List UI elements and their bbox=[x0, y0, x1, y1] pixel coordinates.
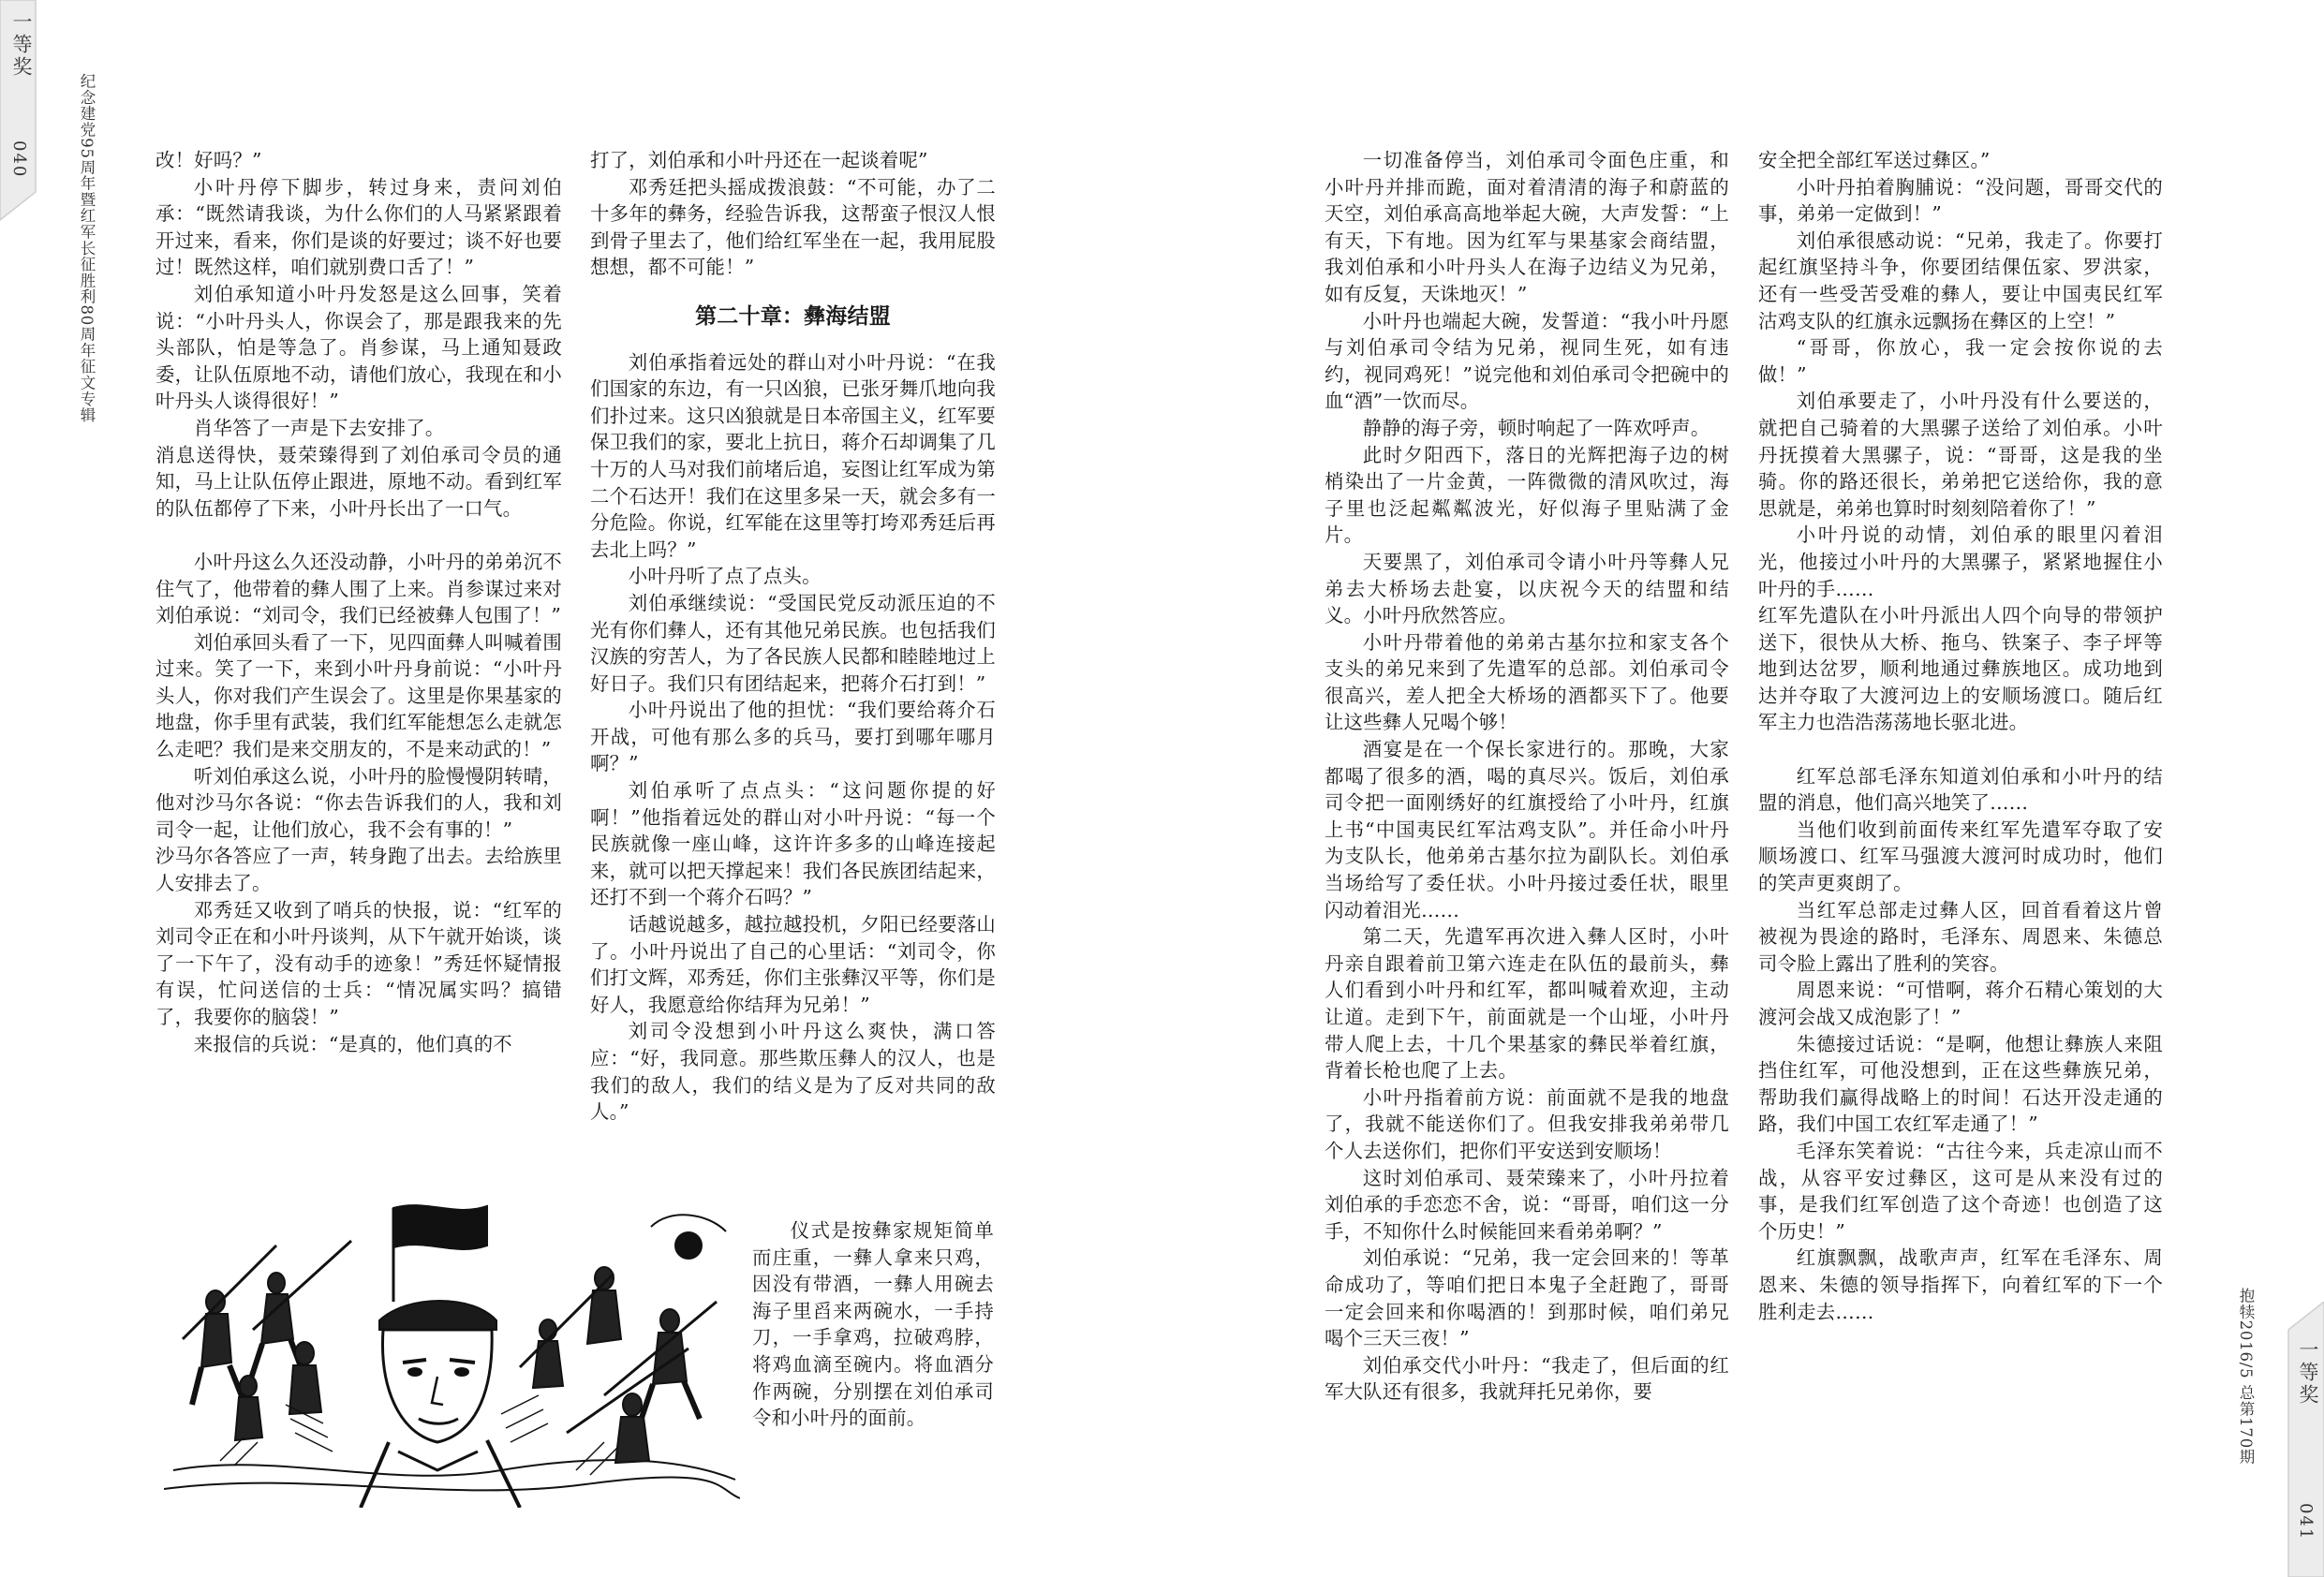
paragraph: 当他们收到前面传来红军先遣军夺取了安顺场渡口、红军马强渡大渡河时成功时，他们的笑声更爽朗了。 bbox=[1758, 818, 2163, 895]
paragraph: 小叶丹也端起大碗，发誓道：“我小叶丹愿与刘伯承司令结为兄弟，视同生死，如有违约，视同鸡死！”说完他和刘伯承司令把碗中的血“酒”一饮而尽。 bbox=[1325, 309, 1729, 413]
paragraph: 小叶丹指着前方说：前面就不是我的地盘了，我就不能送你们了。但我安排我弟弟带几个人去送你们，把你们平安送到安顺场！ bbox=[1325, 1085, 1729, 1162]
chapter-title: 第二十章：彝海结盟 bbox=[695, 303, 891, 329]
paragraph: 刘伯承知道小叶丹发怒是这么回事，笑着说：“小叶丹头人，你误会了，那是跟我来的先头部队，怕是等急了。肖参谋，马上通知聂政委，让队伍原地不动，请他们放心，我现在和小叶丹头人谈得很好！” bbox=[155, 282, 562, 413]
paragraph: 打了，刘伯承和小叶丹还在一起谈着呢” bbox=[590, 149, 928, 171]
left-award-label: 一等奖 bbox=[10, 11, 33, 79]
paragraph: 朱德接过话说：“是啊，他想让彝族人来阻挡住红军，可他没想到，正在这些彝族兄弟，帮助我们赢得战略上的时间！石达开没走通的路，我们中国工农红军走通了！” bbox=[1758, 1032, 2163, 1136]
paragraph: 刘司令没想到小叶丹这么爽快，满口答应：“好，我同意。那些欺压彝人的汉人，也是我们的敌人，我们的结义是为了反对共同的敌人。” bbox=[590, 1020, 996, 1124]
left-column-1 bbox=[155, 147, 562, 1057]
paragraph: 周恩来说：“可惜啊，蒋介石精心策划的大渡河会战又成泡影了！” bbox=[1758, 979, 2163, 1028]
paragraph: 小叶丹说的动情，刘伯承的眼里闪着泪光，他接过小叶丹的大黑骡子，紧紧地握住小叶丹的手…… bbox=[1758, 523, 2163, 600]
left-series-title: 纪念建党95周年暨红军长征胜利80周年征文专辑 bbox=[78, 73, 96, 423]
paragraph: 这时刘伯承司、聂荣臻来了，小叶丹拉着刘伯承的手恋恋不舍，说：“哥哥，咱们这一分手，不知你什么时候能回来看弟弟啊？” bbox=[1325, 1166, 1729, 1243]
paragraph: 刘伯承指着远处的群山对小叶丹说：“在我们国家的东边，有一只凶狼，已张牙舞爪地向我们扑过来。这只凶狼就是日本帝国主义，红军要保卫我们的家，要北上抗日，蒋介石却调集了几十万的人马对我们前堵后追，妄图让红军成为第二个石达开！我们在这里多呆一天，就会多有一分危险。你说，红军能在这里等打垮邓秀廷后再去北上吗？” bbox=[590, 350, 996, 561]
battle-illustration bbox=[164, 1189, 740, 1508]
paragraph: 邓秀廷把头摇成拨浪鼓：“不可能，办了二十多年的彝务，经验告诉我，这帮蛮子恨汉人恨到骨子里去了，他们给红军坐在一起，我用屁股想想，都不可能！” bbox=[590, 175, 996, 279]
paragraph: 刘伯承要走了，小叶丹没有什么要送的，就把自己骑着的大黑骡子送给了刘伯承。小叶丹抚摸着大黑骡子，说：“哥哥，这是我的坐骑。你的路还很长，弟弟把它送给你，我的意思就是，弟弟也算时时刻刻陪着你了！” bbox=[1758, 390, 2163, 520]
paragraph: 肖华答了一声是下去安排了。 bbox=[193, 416, 445, 439]
paragraph: 小叶丹带着他的弟弟古基尔拉和家支各个支头的弟兄来到了先遣军的总部。刘伯承司令很高兴，差人把全大桥场的酒都买下了。他要让这些彝人兄喝个够！ bbox=[1325, 630, 1729, 734]
left-column-2 bbox=[590, 147, 996, 1126]
paragraph: 沙马尔各答应了一声，转身跑了出去。去给族里人安排去了。 bbox=[155, 845, 562, 895]
paragraph: 邓秀廷又收到了哨兵的快报，说：“红军的刘司令正在和小叶丹谈判，从下午就开始谈，谈了一下午了，没有动手的迹象！”秀廷怀疑情报有误，忙问送信的士兵：“情况属实吗？搞错了，我要你的脑袋！” bbox=[155, 898, 562, 1028]
paragraph: 刘伯承很感动说：“兄弟，我走了。你要打起红旗坚持斗争，你要团结倮伍家、罗洪家，还有一些受苦受难的彝人，要让中国夷民红军沽鸡支队的红旗永远飘扬在彝区的上空！” bbox=[1758, 228, 2163, 332]
paragraph: 改！好吗？” bbox=[155, 149, 262, 171]
paragraph: 静静的海子旁，顿时响起了一阵欢呼声。 bbox=[1362, 416, 1710, 439]
right-column-1 bbox=[1325, 147, 1729, 1406]
left-page-number: 040 bbox=[9, 140, 29, 179]
paragraph: 酒宴是在一个保长家进行的。那晚，大家都喝了很多的酒，喝的真尽兴。饭后，刘伯承司令把一面刚绣好的红旗授给了小叶丹，红旗上书“中国夷民红军沽鸡支队”。并任命小叶丹为支队长，他弟弟古基尔拉为副队长。刘伯承当场给写了委任状。小叶丹接过委任状，眼里闪动着泪光…… bbox=[1325, 738, 1729, 921]
paragraph: 小叶丹这么久还没动静，小叶丹的弟弟沉不住气了，他带着的彝人围了上来。肖参谋过来对刘伯承说：“刘司令，我们已经被彝人包围了！” bbox=[155, 550, 562, 627]
paragraph: 安全把全部红军送过彝区。” bbox=[1758, 149, 1991, 171]
paragraph: 刘伯承听了点点头：“这问题你提的好啊！”他指着远处的群山对小叶丹说：“每一个民族就像一座山峰，这许许多多的山峰连接起来，就可以把天撑起来！我们各民族团结起来，还打不到一个蒋介石吗？” bbox=[590, 779, 996, 909]
paragraph: 刘伯承说：“兄弟，我一定会回来的！等革命成功了，等咱们把日本鬼子全赶跑了，哥哥一定会回来和你喝酒的！到那时候，咱们弟兄喝个三天三夜！” bbox=[1325, 1246, 1729, 1350]
paragraph: 一切准备停当，刘伯承司令面色庄重，和小叶丹并排而跪，面对着清清的海子和蔚蓝的天空，刘伯承高高地举起大碗，大声发誓：“上有天，下有地。因为红军与果基家会商结盟，我刘伯承和小叶丹头人在海子边结义为兄弟，如有反复，天诛地灭！” bbox=[1325, 149, 1729, 305]
paragraph: 小叶丹拍着胸脯说：“没问题，哥哥交代的事，弟弟一定做到！” bbox=[1758, 175, 2163, 226]
right-column-2 bbox=[1758, 147, 2163, 1325]
paragraph: “哥哥，你放心，我一定会按你说的去做！” bbox=[1758, 336, 2163, 386]
paragraph: 来报信的兵说：“是真的，他们真的不 bbox=[193, 1032, 512, 1055]
paragraph: 刘伯承继续说：“受国民党反动派压迫的不光有你们彝人，还有其他兄弟民族。也包括我们汉族的穷苦人，为了各民族人民都和睦睦地过上好日子。我们只有团结起来，把蒋介石打到！” bbox=[590, 591, 996, 695]
paragraph: 红军总部毛泽东知道刘伯承和小叶丹的结盟的消息，他们高兴地笑了…… bbox=[1758, 764, 2163, 815]
paragraph: 天要黑了，刘伯承司令请小叶丹等彝人兄弟去大桥场去赴宴，以庆祝今天的结盟和结义。小叶丹欣然答应。 bbox=[1325, 550, 1729, 627]
right-award-label: 一等奖 bbox=[2297, 1339, 2319, 1407]
paragraph: 当红军总部走过彝人区，回首看着这片曾被视为畏途的路时，毛泽东、周恩来、朱德总司令脸上露出了胜利的笑容。 bbox=[1758, 898, 2163, 975]
paragraph: 仪式是按彝家规矩简单而庄重，一彝人拿来只鸡，因没有带酒，一彝人用碗去海子里舀来两碗水，一手持刀，一手拿鸡，拉破鸡脖，将鸡血滴至碗内。将血酒分作两碗，分别摆在刘伯承司令和小叶丹的面前。 bbox=[752, 1219, 994, 1430]
paragraph: 消息送得快，聂荣臻得到了刘伯承司令员的通知，马上让队伍停止跟进，原地不动。看到红军的队伍都停了下来，小叶丹长出了一口气。 bbox=[155, 443, 562, 520]
paragraph: 毛泽东笑着说：“古往今来，兵走凉山而不战，从容平安过彝区，这可是从来没有过的事，是我们红军创造了这个奇迹！也创造了这个历史！” bbox=[1758, 1139, 2163, 1243]
paragraph: 红军先遣队在小叶丹派出人四个向导的带领护送下，很快从大桥、拖乌、铁案子、李子坪等地到达岔罗，顺利地通过彝族地区。成功地到达并夺取了大渡河边上的安顺场渡口。随后红军主力也浩浩荡荡地长驱北进。 bbox=[1758, 604, 2163, 734]
paragraph: 红旗飘飘，战歌声声，红军在毛泽东、周恩来、朱德的领导指挥下，向着红军的下一个胜利走去…… bbox=[1758, 1246, 2163, 1323]
right-page-number: 041 bbox=[2296, 1503, 2316, 1541]
paragraph: 刘伯承回头看了一下，见四面彝人叫喊着围过来。笑了一下，来到小叶丹身前说：“小叶丹头人，你对我们产生误会了。这里是你果基家的地盘，你手里有武装，我们红军能想怎么走就怎么走吧？我们是来交朋友的，不是来动武的！” bbox=[155, 630, 562, 761]
right-page bbox=[1162, 0, 2324, 1577]
paragraph: 小叶丹说出了他的担忧：“我们要给蒋介石开战，可他有那么多的兵马，要打到哪年哪月啊？” bbox=[590, 699, 996, 775]
right-issue-info: 抱犊2016/5 总第170期 bbox=[2237, 1288, 2255, 1466]
left-column-2-narrow bbox=[752, 1217, 994, 1432]
paragraph: 话越说越多，越拉越投机，夕阳已经要落山了。小叶丹说出了自己的心里话：“刘司令，你们打文辉，邓秀廷，你们主张彝汉平等，你们是好人，我愿意给你结拜为兄弟！” bbox=[590, 913, 996, 1016]
paragraph: 小叶丹停下脚步，转过身来，责问刘伯承：“既然请我谈，为什么你们的人马紧紧跟着开过来，看来，你们是谈的好要过；谈不好也要过！既然这样，咱们就别费口舌了！” bbox=[155, 175, 562, 279]
paragraph: 小叶丹听了点了点头。 bbox=[628, 565, 822, 588]
paragraph: 此时夕阳西下，落日的光辉把海子边的树梢染出了一片金黄，一阵微微的清风吹过，海子里也泛起粼粼波光，好似海子里贴满了金片。 bbox=[1325, 443, 1729, 547]
paragraph: 第二天，先遣军再次进入彝人区时，小叶丹亲自跟着前卫第六连走在队伍的最前头，彝人们看到小叶丹和红军，都叫喊着欢迎，主动让道。走到下午，前面就是一个山垭，小叶丹带人爬上去，十几个果基家的彝民举着红旗，背着长枪也爬了上去。 bbox=[1325, 925, 1729, 1083]
paragraph: 听刘伯承这么说，小叶丹的脸慢慢阴转晴，他对沙马尔各说：“你去告诉我们的人，我和刘司令一起，让他们放心，我不会有事的！” bbox=[155, 764, 562, 841]
paragraph: 刘伯承交代小叶丹：“我走了，但后面的红军大队还有很多，我就拜托兄弟你，要 bbox=[1325, 1353, 1729, 1404]
